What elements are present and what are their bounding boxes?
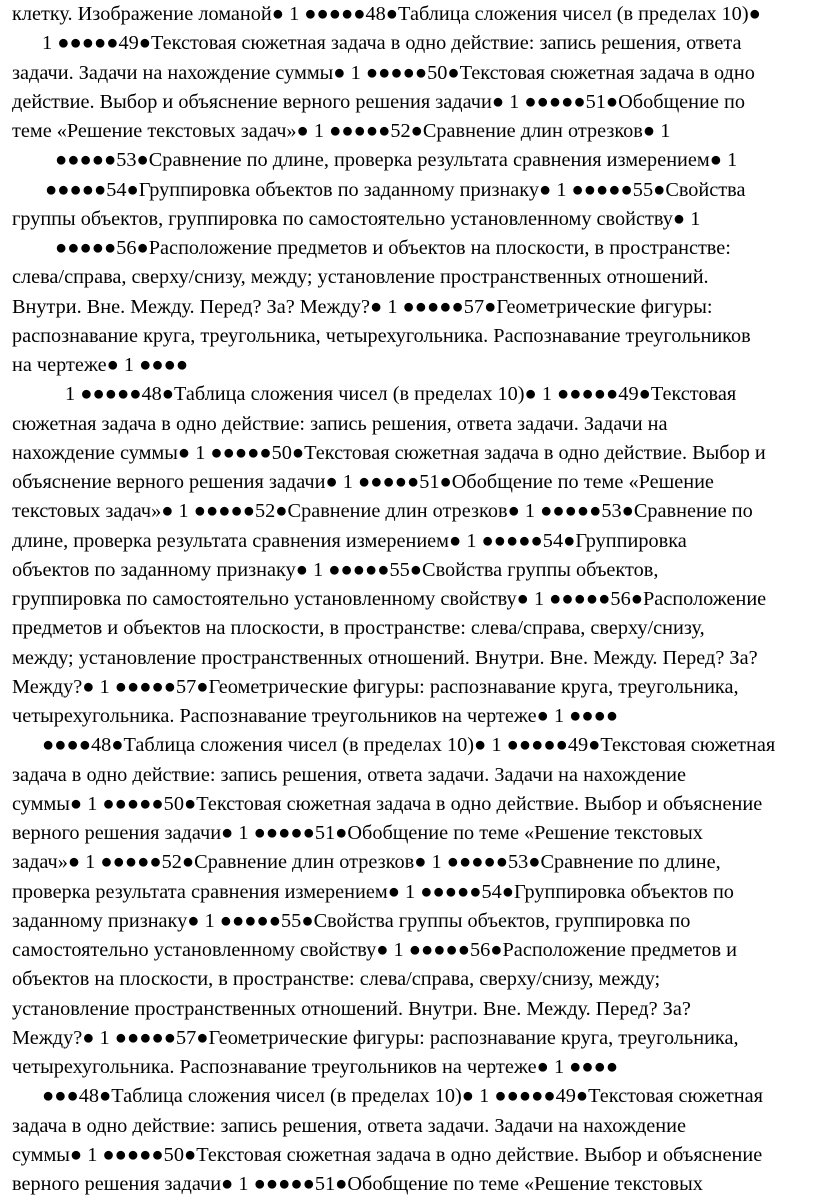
text-line: 1 ●●●●●49●Текстовая сюжетная задача в одно действие: запись решения, ответа — [42, 32, 742, 55]
text-line: группы объектов, группировка по самостоятельно установленному свойству● 1 — [12, 207, 701, 230]
text-line: слева/справа, сверху/снизу, между; установление пространственных отношений. — [12, 266, 709, 289]
text-line: Между?● 1 ●●●●●57●Геометрические фигуры: распознавание круга, треугольника, — [12, 675, 739, 698]
text-line: четырехугольника. Распознавание треугольников на чертеже● 1 ●●●● — [12, 705, 619, 727]
text-line: верного решения задачи● 1 ●●●●●51●Обобщение по теме «Решение текстовых — [12, 1173, 703, 1195]
text-line: длине, проверка результата сравнения измерением● 1 ●●●●●54●Группировка — [12, 529, 687, 552]
text-line: Внутри. Вне. Между. Перед? За? Между?● 1 ●●●●●57●Геометрические фигуры: — [12, 295, 713, 318]
text-line: установление пространственных отношений. Внутри. Вне. Между. Перед? За? — [12, 997, 691, 1020]
text-line: распознавание круга, треугольника, четырехугольника. Распознавание треугольников — [12, 324, 751, 347]
text-line: объектов на плоскости, в пространстве: слева/справа, сверху/снизу, между; — [12, 968, 661, 991]
text-line: текстовых задач»● 1 ●●●●●52●Сравнение длин отрезков● 1 ●●●●●53●Сравнение по — [12, 500, 753, 523]
text-line: клетку. Изображение ломаной● 1 ●●●●●48●Таблица сложения чисел (в пределах 10)● — [12, 3, 761, 25]
text-line: ●●●●●53●Сравнение по длине, проверка результата сравнения измерением● 1 — [55, 149, 738, 172]
text-line: задач»● 1 ●●●●●52●Сравнение длин отрезков● 1 ●●●●●53●Сравнение по длине, — [12, 851, 721, 874]
text-line: ●●●48●Таблица сложения чисел (в пределах 10)● 1 ●●●●●49●Текстовая сюжетная — [42, 1085, 763, 1108]
text-line: самостоятельно установленному свойству● 1 ●●●●●56●Расположение предметов и — [12, 939, 737, 961]
text-line: суммы● 1 ●●●●●50●Текстовая сюжетная задача в одно действие. Выбор и объяснение — [12, 1143, 763, 1166]
text-line: Между?● 1 ●●●●●57●Геометрические фигуры: распознавание круга, треугольника, — [12, 1026, 739, 1049]
text-line: ●●●●48●Таблица сложения чисел (в пределах 10)● 1 ●●●●●49●Текстовая сюжетная — [42, 734, 776, 757]
text-line: 1 ●●●●●48●Таблица сложения чисел (в пределах 10)● 1 ●●●●●49●Текстовая — [65, 383, 737, 406]
text-line: группировка по самостоятельно установленному свойству● 1 ●●●●●56●Расположение — [12, 588, 767, 610]
text-line: ●●●●●56●Расположение предметов и объектов на плоскости, в пространстве: — [55, 237, 731, 259]
text-line: ●●●●●54●Группировка объектов по заданному признаку● 1 ●●●●●55●Свойства — [45, 178, 746, 201]
text-line: теме «Решение текстовых задач»● 1 ●●●●●52●Сравнение длин отрезков● 1 — [12, 120, 671, 142]
text-line: задача в одно действие: запись решения, ответа задачи. Задачи на нахождение — [12, 1114, 686, 1137]
text-line: задача в одно действие: запись решения, ответа задачи. Задачи на нахождение — [12, 763, 686, 786]
text-line: объектов по заданному признаку● 1 ●●●●●55●Свойства группы объектов, — [12, 558, 659, 581]
text-line: суммы● 1 ●●●●●50●Текстовая сюжетная задача в одно действие. Выбор и объяснение — [12, 792, 763, 815]
text-line: действие. Выбор и объяснение верного решения задачи● 1 ●●●●●51●Обобщение по — [12, 90, 745, 113]
text-line: заданному признаку● 1 ●●●●●55●Свойства группы объектов, группировка по — [12, 909, 691, 932]
text-line: предметов и объектов на плоскости, в пространстве: слева/справа, сверху/снизу, — [12, 617, 705, 640]
text-line: четырехугольника. Распознавание треугольников на чертеже● 1 ●●●● — [12, 1056, 619, 1078]
text-line: между; установление пространственных отношений. Внутри. Вне. Между. Перед? За? — [12, 646, 758, 669]
text-line: проверка результата сравнения измерением● 1 ●●●●●54●Группировка объектов по — [12, 880, 734, 903]
text-line: верного решения задачи● 1 ●●●●●51●Обобщение по теме «Решение текстовых — [12, 822, 703, 844]
text-line: сюжетная задача в одно действие: запись решения, ответа задачи. Задачи на — [12, 412, 668, 435]
text-line: на чертеже● 1 ●●●● — [12, 354, 189, 376]
text-line: объяснение верного решения задачи● 1 ●●●●●51●Обобщение по теме «Решение — [12, 471, 714, 493]
text-line: задачи. Задачи на нахождение суммы● 1 ●●●●●50●Текстовая сюжетная задача в одно — [12, 61, 755, 84]
text-line: нахождение суммы● 1 ●●●●●50●Текстовая сюжетная задача в одно действие. Выбор и — [12, 441, 766, 464]
